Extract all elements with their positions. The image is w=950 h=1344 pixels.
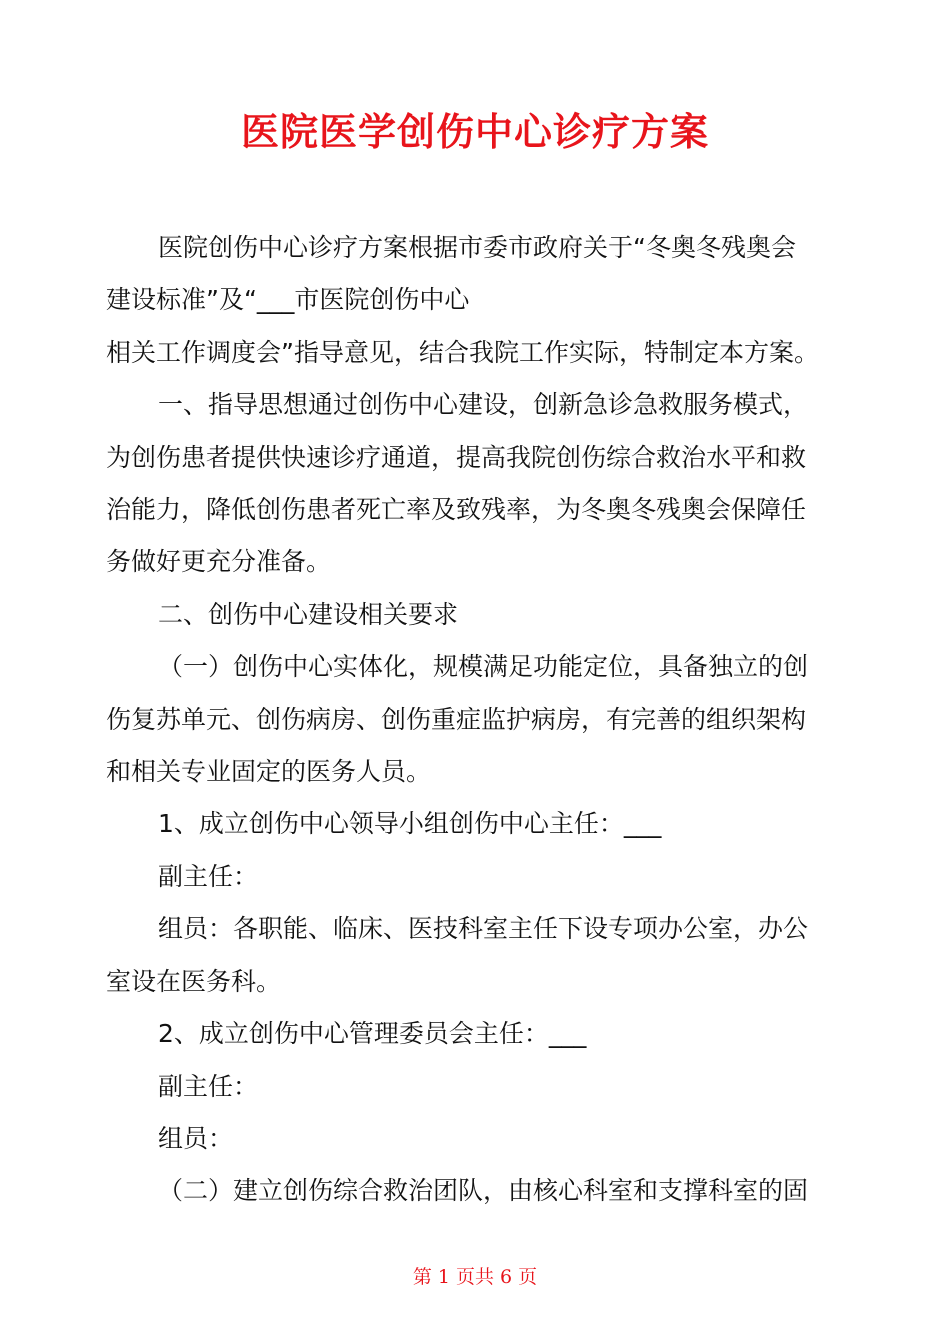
paragraph-line: 建设标准”及“___市医院创伤中心 bbox=[106, 285, 470, 315]
paragraph-line: 和相关专业固定的医务人员。 bbox=[106, 757, 432, 787]
paragraph-line: 2、成立创伤中心管理委员会主任：___ bbox=[158, 1019, 587, 1049]
paragraph-line: 务做好更充分准备。 bbox=[106, 547, 332, 577]
paragraph-line: 室设在医务科。 bbox=[106, 966, 282, 996]
paragraph-line: 组员： bbox=[158, 1123, 234, 1153]
paragraph-line: 相关工作调度会”指导意见，结合我院工作实际，特制定本方案。 bbox=[106, 337, 819, 367]
paragraph-line: 一、指导思想通过创伤中心建设，创新急诊急救服务模式， bbox=[158, 390, 809, 420]
paragraph-line: （二）建立创伤综合救治团队，由核心科室和支撑科室的固 bbox=[158, 1176, 809, 1206]
document-title: 医院医学创伤中心诊疗方案 bbox=[240, 110, 709, 154]
section-heading: 二、创伤中心建设相关要求 bbox=[158, 599, 459, 629]
paragraph-line: 1、成立创伤中心领导小组创伤中心主任：___ bbox=[158, 809, 662, 839]
paragraph-line: 为创伤患者提供快速诊疗通道，提高我院创伤综合救治水平和救 bbox=[106, 442, 807, 472]
paragraph-line: 副主任： bbox=[158, 861, 259, 891]
paragraph-line: 医院创伤中心诊疗方案根据市委市政府关于“冬奥冬残奥会 bbox=[158, 233, 796, 262]
paragraph-line: 治能力，降低创伤患者死亡率及致残率，为冬奥冬残奥会保障任 bbox=[106, 495, 807, 525]
paragraph-line: 组员：各职能、临床、医技科室主任下设专项办公室，办公 bbox=[158, 914, 809, 944]
page-number-footer: 第 1 页共 6 页 bbox=[412, 1266, 538, 1288]
paragraph-line: 副主任： bbox=[158, 1071, 259, 1101]
paragraph-line: （一）创伤中心实体化，规模满足功能定位，具备独立的创 bbox=[158, 652, 809, 682]
document-body bbox=[106, 222, 846, 1218]
paragraph-line: 伤复苏单元、创伤病房、创伤重症监护病房，有完善的组织架构 bbox=[106, 704, 807, 734]
